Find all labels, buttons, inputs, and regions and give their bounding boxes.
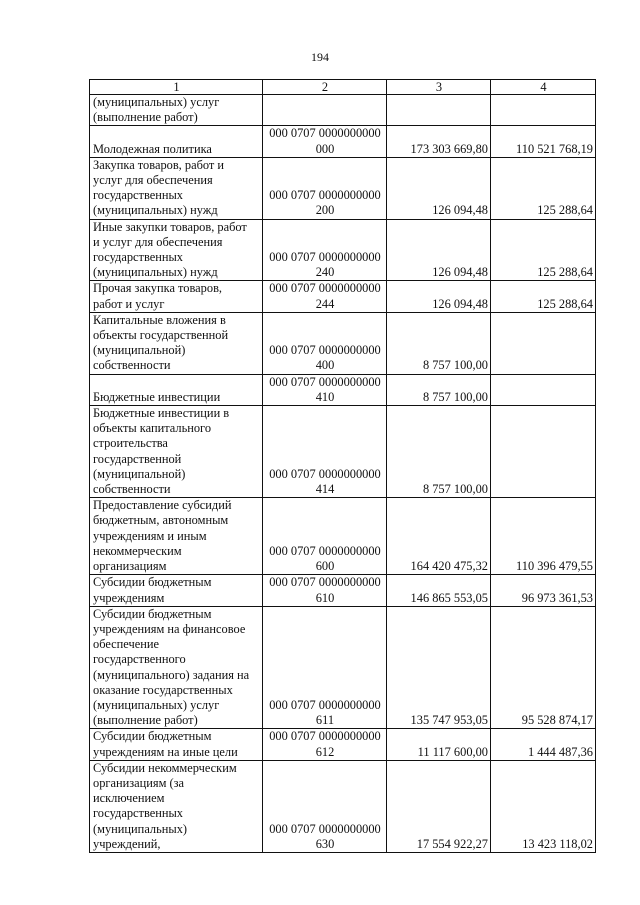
table-row bbox=[90, 312, 596, 374]
table-header-row bbox=[90, 80, 596, 95]
row-code-cell: 000 0707 0000000000 244 bbox=[263, 281, 387, 312]
row-code-cell: 000 0707 0000000000 611 bbox=[263, 606, 387, 729]
row-name-cell: Субсидии некоммерческим организациям (за исключением государственных (муниципальных) учреждений, bbox=[90, 760, 263, 852]
row-value-col3-cell bbox=[387, 95, 491, 126]
row-value-col4-cell: 96 973 361,53 bbox=[491, 575, 596, 606]
row-value-col3-cell: 126 094,48 bbox=[387, 219, 491, 281]
row-value-col4-cell bbox=[491, 312, 596, 374]
row-code-cell: 000 0707 0000000000 600 bbox=[263, 498, 387, 575]
table-row bbox=[90, 95, 596, 126]
row-value-col4-cell: 125 288,64 bbox=[491, 219, 596, 281]
row-name-cell: Субсидии бюджетным учреждениям на иные цели bbox=[90, 729, 263, 760]
row-value-col3-cell: 8 757 100,00 bbox=[387, 406, 491, 498]
table-row bbox=[90, 157, 596, 219]
budget-table bbox=[89, 79, 596, 853]
table-row bbox=[90, 498, 596, 575]
row-name-cell: Субсидии бюджетным учреждениям bbox=[90, 575, 263, 606]
row-name-cell: Предоставление субсидий бюджетным, автономным учреждениям и иным некоммерческим организациям bbox=[90, 498, 263, 575]
row-name-cell: Прочая закупка товаров, работ и услуг bbox=[90, 281, 263, 312]
row-code-cell: 000 0707 0000000000 612 bbox=[263, 729, 387, 760]
row-code-cell: 000 0707 0000000000 000 bbox=[263, 126, 387, 157]
row-value-col4-cell: 125 288,64 bbox=[491, 281, 596, 312]
table-row bbox=[90, 406, 596, 498]
row-value-col4-cell: 13 423 118,02 bbox=[491, 760, 596, 852]
table-row bbox=[90, 606, 596, 729]
row-code-cell bbox=[263, 95, 387, 126]
row-value-col4-cell: 95 528 874,17 bbox=[491, 606, 596, 729]
row-name-cell: Бюджетные инвестиции bbox=[90, 374, 263, 405]
row-value-col3-cell: 8 757 100,00 bbox=[387, 312, 491, 374]
row-code-cell: 000 0707 0000000000 410 bbox=[263, 374, 387, 405]
row-code-cell: 000 0707 0000000000 414 bbox=[263, 406, 387, 498]
column-header-3: 3 bbox=[387, 80, 491, 95]
table-row bbox=[90, 760, 596, 852]
row-value-col4-cell bbox=[491, 406, 596, 498]
row-code-cell: 000 0707 0000000000 400 bbox=[263, 312, 387, 374]
row-name-cell: Капитальные вложения в объекты государственной (муниципальной) собственности bbox=[90, 312, 263, 374]
row-value-col3-cell: 164 420 475,32 bbox=[387, 498, 491, 575]
row-value-col3-cell: 8 757 100,00 bbox=[387, 374, 491, 405]
row-name-cell: Молодежная политика bbox=[90, 126, 263, 157]
row-name-cell: Бюджетные инвестиции в объекты капитального строительства государственной (муниципальной) собственности bbox=[90, 406, 263, 498]
column-header-2: 2 bbox=[263, 80, 387, 95]
row-code-cell: 000 0707 0000000000 240 bbox=[263, 219, 387, 281]
row-name-cell: Иные закупки товаров, работ и услуг для обеспечения государственных (муниципальных) нужд bbox=[90, 219, 263, 281]
row-value-col3-cell: 126 094,48 bbox=[387, 281, 491, 312]
row-code-cell: 000 0707 0000000000 630 bbox=[263, 760, 387, 852]
row-value-col4-cell bbox=[491, 374, 596, 405]
row-name-cell: Закупка товаров, работ и услуг для обеспечения государственных (муниципальных) нужд bbox=[90, 157, 263, 219]
row-value-col3-cell: 173 303 669,80 bbox=[387, 126, 491, 157]
table-row bbox=[90, 219, 596, 281]
table-row bbox=[90, 281, 596, 312]
row-value-col3-cell: 17 554 922,27 bbox=[387, 760, 491, 852]
row-value-col3-cell: 146 865 553,05 bbox=[387, 575, 491, 606]
row-name-cell: Субсидии бюджетным учреждениям на финансовое обеспечение государственного (муниципального) задания на оказание государственных (муниципальных) услуг (выполнение работ) bbox=[90, 606, 263, 729]
row-value-col4-cell bbox=[491, 95, 596, 126]
row-value-col4-cell: 110 521 768,19 bbox=[491, 126, 596, 157]
row-code-cell: 000 0707 0000000000 610 bbox=[263, 575, 387, 606]
column-header-4: 4 bbox=[491, 80, 596, 95]
page-number: 194 bbox=[311, 50, 329, 64]
row-value-col3-cell: 135 747 953,05 bbox=[387, 606, 491, 729]
row-value-col4-cell: 110 396 479,55 bbox=[491, 498, 596, 575]
row-name-cell: (муниципальных) услуг (выполнение работ) bbox=[90, 95, 263, 126]
column-header-1: 1 bbox=[90, 80, 263, 95]
table-row bbox=[90, 374, 596, 405]
row-value-col4-cell: 125 288,64 bbox=[491, 157, 596, 219]
table-body bbox=[90, 95, 596, 853]
row-value-col4-cell: 1 444 487,36 bbox=[491, 729, 596, 760]
row-code-cell: 000 0707 0000000000 200 bbox=[263, 157, 387, 219]
table-row bbox=[90, 729, 596, 760]
table-row bbox=[90, 126, 596, 157]
table-row bbox=[90, 575, 596, 606]
row-value-col3-cell: 126 094,48 bbox=[387, 157, 491, 219]
row-value-col3-cell: 11 117 600,00 bbox=[387, 729, 491, 760]
